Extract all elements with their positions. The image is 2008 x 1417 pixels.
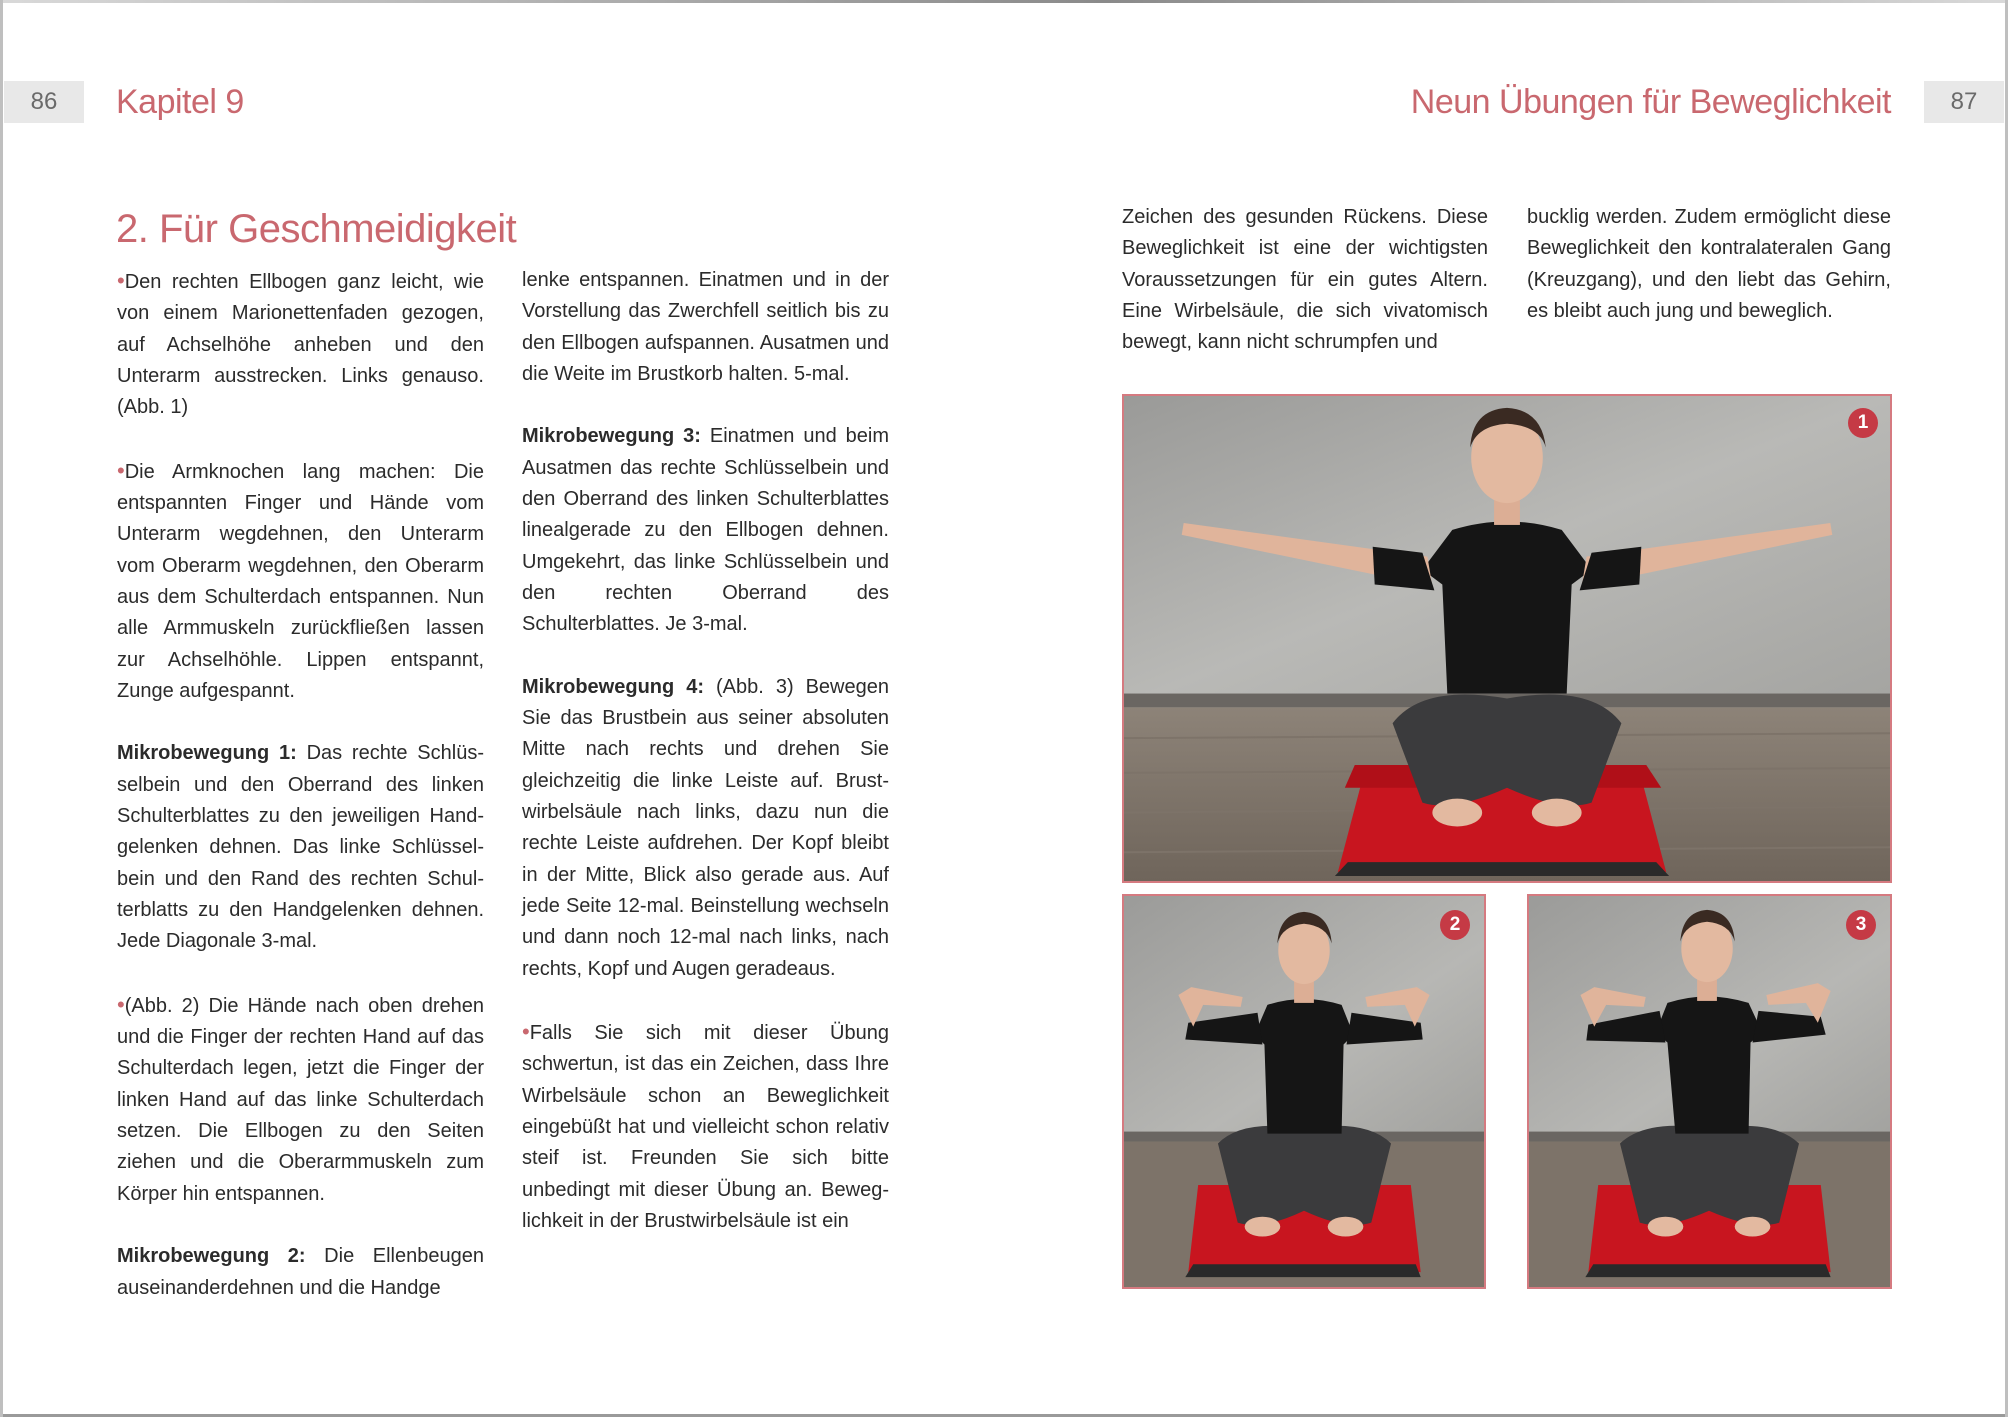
micro-movement-label: Mikrobewegung 2: [117,1245,306,1268]
figure-number-badge: 3 [1846,910,1876,940]
right-page-number: 87 [1924,81,2004,123]
paragraph-text: Falls Sie sich mit dieser Übung schwertun, ist das ein Zeichen, dass Ihre Wirbelsäule schon an Beweglichkeit eingebüßt hat und vielleicht schon relativ steif ist. Freunden Sie sich bitte unbedingt mit dieser Übung an. Beweglichkeit in der Brustwirbelsäule ist ein [522,1022,889,1232]
bullet-icon: • [522,1019,530,1045]
left-page-number: 86 [4,81,84,123]
bullet-icon: • [117,457,125,483]
paragraph [117,1241,484,1304]
woman-upper-body-rotation-illustration [1529,896,1890,1287]
bullet-icon: • [117,991,125,1017]
paragraph-text: (Abb. 2) Die Hände nach oben drehen und die Finger der rechten Hand auf das Schulterdach legen, jetzt die Finger der linken Hand auf das linke Schulterdach setzen. Die Ellbogen zu den Seiten ziehen und die Oberarmmuskeln zum Körper hin entspannen. [117,994,484,1205]
text-column-4 [1527,202,1891,327]
paragraph [117,455,484,707]
section-heading: 2. Für Geschmeidigkeit [116,207,517,251]
paragraph [117,989,484,1210]
micro-movement-label: Mikrobewegung 3: [522,425,701,448]
paragraph-text: Das rechte Schlüsselbein und den Oberrand des linken Schulterblattes zu den jeweiligen Handgelenken dehnen. Das linke Schlüsselbein und den Rand des rechten Schulterblatts zu den Handgelenken dehnen. Jede Diagonale 3-mal. [117,742,484,953]
exercise-photo-1 [1122,394,1892,883]
exercise-photo-2 [1122,894,1486,1289]
paragraph [117,265,484,423]
paragraph-text: lenke entspannen. Einatmen und in der Vorstellung das Zwerchfell seitlich bis zu den Ellbogen aufspannen. Ausatmen und die Weite im Brustkorb halten. 5-mal. [522,269,889,385]
paragraph-text: Die Armknochen lang machen: Die entspannten Finger und Hände vom Unterarm wegdehnen, den Unterarm vom Oberarm wegdehnen, den Oberarm aus dem Schulterdach entspannen. Nun alle Armmuskeln zurückfließen lassen zur Achselhöhle. Lippen entspannt, Zunge aufgespannt. [117,460,484,702]
paragraph-text: Zeichen des gesunden Rückens. Diese Beweglichkeit ist eine der wichtigsten Voraussetzungen für ein gutes Altern. Eine Wirbelsäule, die sich vivatomisch bewegt, kann nicht schrumpfen und [1122,206,1488,354]
paragraph [117,738,484,957]
micro-movement-label: Mikrobewegung 1: [117,742,297,765]
exercise-photo-3 [1527,894,1892,1289]
paragraph [522,1016,889,1237]
text-column-3 [1122,202,1488,358]
figure-number-badge: 2 [1440,910,1470,940]
paragraph-text: Einatmen und beim Ausatmen das rechte Schlüsselbein und den Oberrand des linken Schulterblattes linealgerade zu den Ellbogen dehnen. Umgekehrt, das linke Schlüsselbein und den rechten Oberrand des Schulterblattes. Je 3-mal. [522,425,889,636]
scan-border-top [0,0,2008,3]
woman-hands-on-shoulders-illustration [1124,896,1484,1287]
right-running-header: Neun Übungen für Beweglichkeit [1410,83,1891,121]
scan-border-left [0,0,3,1417]
paragraph-text: Den rechten Ellbogen ganz leicht, wie von einem Marionettenfaden gezogen, auf Achselhöhe anheben und den Unterarm ausstrecken. Links genauso. (Abb. 1) [117,271,484,419]
paragraph [522,672,889,985]
paragraph-text: Die Ellenbeugen auseinanderdehnen und die Handge [117,1245,484,1299]
paragraph-text: (Abb. 3) Bewegen Sie das Brustbein aus seiner absoluten Mitte nach rechts und drehen Sie gleichzeitig die linke Leiste auf. Brustwirbelsäule nach links, dazu nun die rechte Leiste aufdrehen. Der Kopf bleibt in der Mitte, Blick also gerade aus. Auf jede Seite 12-mal. Beinstellung wechseln und dann noch 12-mal nach links, nach rechts, Kopf und Augen geradeaus. [522,675,889,980]
micro-movement-label: Mikrobewegung 4: [522,675,705,698]
paragraph [522,265,889,390]
text-column-1 [117,265,484,1304]
figure-number-badge: 1 [1848,408,1878,438]
paragraph-text: bucklig werden. Zudem ermöglicht diese Beweglichkeit den kontralateralen Gang (Kreuzgang), und den liebt das Gehirn, es bleibt auch jung und beweglich. [1527,206,1891,322]
paragraph [522,421,889,640]
paragraph [1527,202,1891,327]
bullet-icon: • [117,268,125,293]
left-running-header: Kapitel 9 [116,83,244,121]
text-column-2 [522,265,889,1237]
paragraph [1122,202,1488,358]
woman-arms-outstretched-illustration [1124,396,1890,881]
